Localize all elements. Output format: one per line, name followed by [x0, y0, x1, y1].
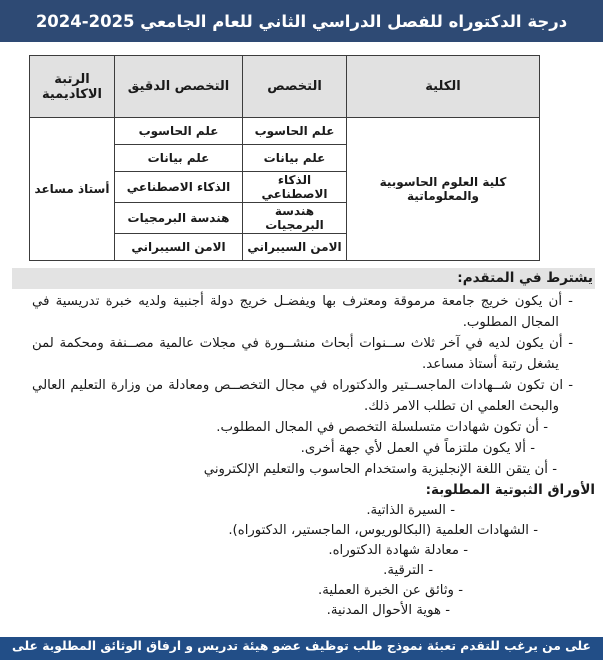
- list-item: - هوية الأحوال المدنية.: [32, 601, 450, 621]
- specialization-cell: علم بيانات: [243, 145, 347, 172]
- footer-text: على من يرغب للتقدم تعبئة نموذج طلب توظيف عضو هيئة تدريس و ارفاق الوثائق المطلوبة على: [12, 639, 591, 653]
- academic-rank-cell: أستاذ مساعد: [30, 118, 115, 261]
- list-item: - أن يكون خريج جامعة مرموقة ومعترف بها ويفضـل خريج دولة أجنبية ولديه خبرة تدريسية في المجال المطلوب.: [32, 291, 573, 333]
- list-item: - ان تكون شــهادات الماجســتير والدكتوراه في مجال التخصــص ومعادلة من وزارة التعليم العالي والبحث العلمي ان تطلب الامر ذلك.: [32, 375, 573, 417]
- precise-specialization-cell: الذكاء الاصطناعي: [115, 172, 243, 203]
- list-item: - أن تكون شهادات متسلسلة التخصص في المجال المطلوب.: [32, 417, 548, 438]
- precise-specialization-cell: الامن السيبراني: [115, 234, 243, 261]
- list-item: - أن يكون لديه في آخر ثلاث ســنوات أبحاث منشــورة في مجلات عالمية مصــنفة ومحكمة لمن يشغل رتبة أستاذ مساعد.: [32, 333, 573, 375]
- precise-specialization-cell: علم بيانات: [115, 145, 243, 172]
- precise-specialization-cell: علم الحاسوب: [115, 118, 243, 145]
- list-item: - معادلة شهادة الدكتوراه.: [32, 541, 468, 561]
- requirements-heading: يشترط في المتقدم:: [12, 268, 595, 289]
- page-title: درجة الدكتوراه للفصل الدراسي الثاني للعام الجامعي 2025-2024: [35, 11, 568, 31]
- list-item: - الترقية.: [32, 561, 433, 581]
- table-header-row: [30, 56, 540, 118]
- list-item: - أن يتقن اللغة الإنجليزية واستخدام الحاسوب والتعليم الإلكتروني: [32, 459, 557, 480]
- documents-heading: الأوراق الثبوتية المطلوبة:: [425, 482, 595, 498]
- list-item: - ألا يكون ملتزماً في العمل لأي جهة أخرى.: [32, 438, 535, 459]
- column-header-specialization: التخصص: [243, 56, 347, 118]
- requirements-list: [12, 291, 595, 480]
- list-item: - الشهادات العلمية (البكالوريوس، الماجستير، الدكتوراه).: [32, 521, 538, 541]
- college-cell: كلية العلوم الحاسوبية والمعلوماتية: [347, 118, 540, 261]
- column-header-college: الكلية: [347, 56, 540, 118]
- specialization-cell: علم الحاسوب: [243, 118, 347, 145]
- specialization-cell: الامن السيبراني: [243, 234, 347, 261]
- list-item: - وثائق عن الخبرة العملية.: [32, 581, 463, 601]
- table-row: [30, 118, 540, 145]
- column-header-academic-rank: الرتبة الاكاديمية: [30, 56, 115, 118]
- column-header-precise-specialization: التخصص الدقيق: [115, 56, 243, 118]
- footer-bar: [0, 637, 603, 660]
- documents-list: [12, 501, 595, 621]
- specialization-cell: هندسة البرمجيات: [243, 203, 347, 234]
- list-item: - السيرة الذاتية.: [32, 501, 455, 521]
- specialization-cell: الذكاء الاصطناعي: [243, 172, 347, 203]
- precise-specialization-cell: هندسة البرمجيات: [115, 203, 243, 234]
- vacancies-table: [29, 55, 540, 261]
- title-bar: [0, 0, 603, 42]
- document-body: [0, 261, 603, 621]
